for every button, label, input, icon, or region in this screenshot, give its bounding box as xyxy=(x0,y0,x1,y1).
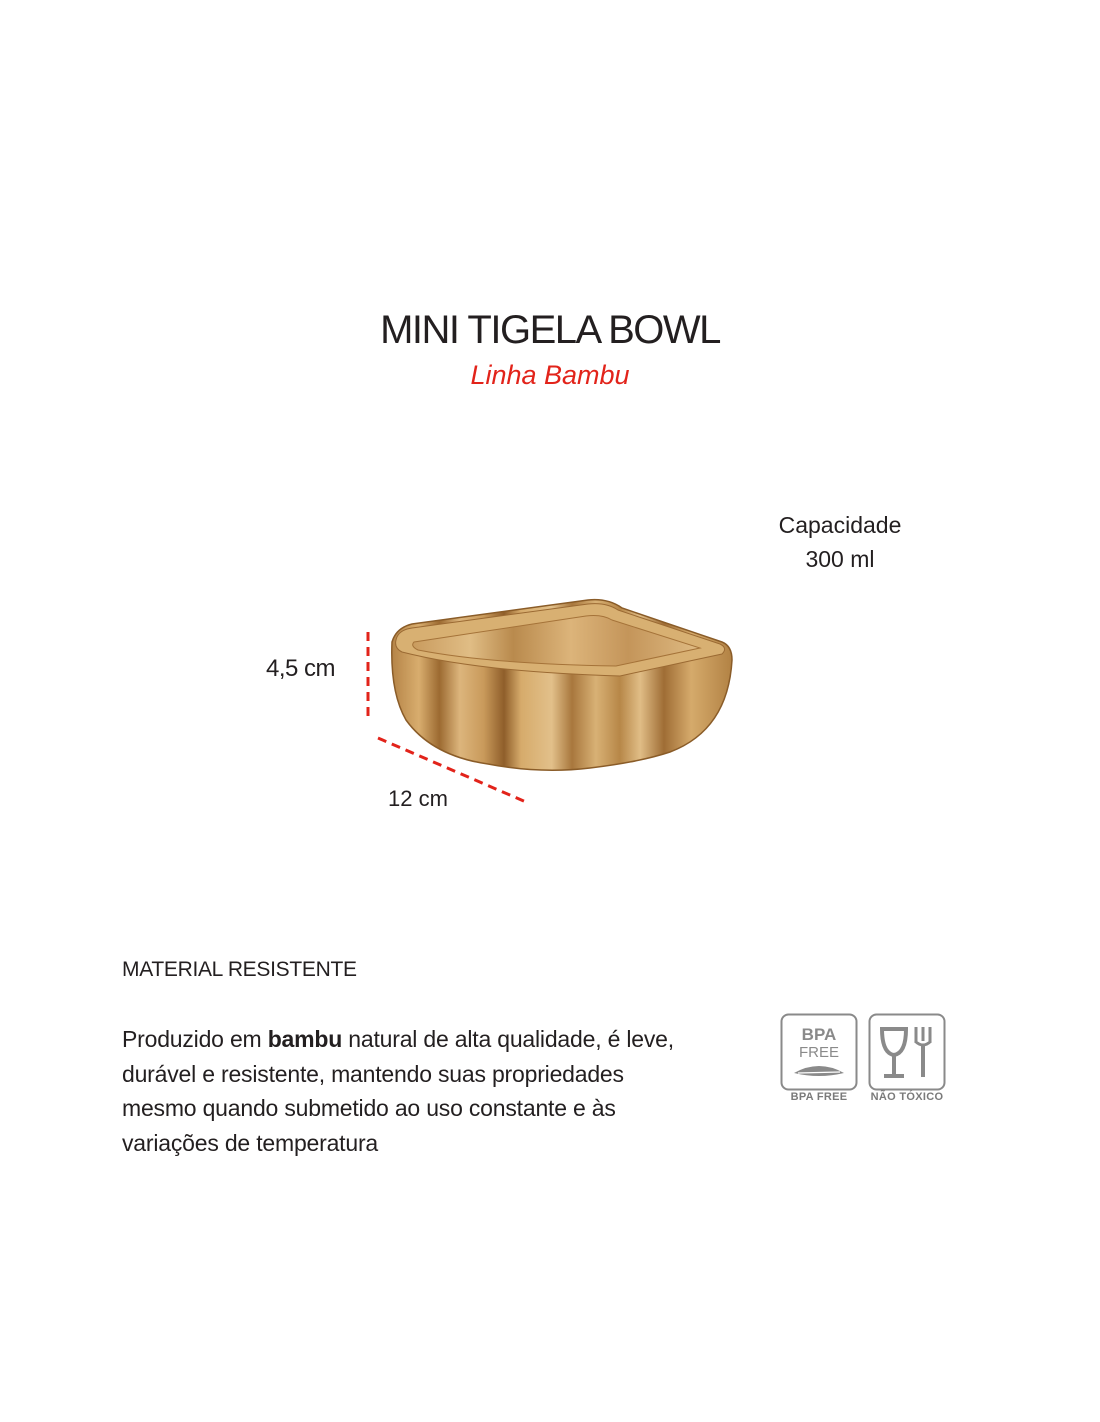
material-heading: MATERIAL RESISTENTE xyxy=(122,958,357,981)
capacity-label: Capacidade xyxy=(778,512,902,538)
product-title: MINI TIGELA BOWL xyxy=(380,308,720,352)
material-description xyxy=(122,1022,682,1160)
bpa-icon-line1: BPA xyxy=(801,1025,837,1044)
width-dimension: 12 cm xyxy=(388,786,448,811)
height-dimension: 4,5 cm xyxy=(266,655,336,682)
food-safe-icon xyxy=(868,1013,946,1091)
desc-prefix: Produzido em xyxy=(122,1026,268,1052)
bpa-free-icon xyxy=(780,1013,858,1091)
bpa-free-caption: BPA FREE xyxy=(790,1091,848,1103)
desc-suffix: natural de alta qualidade, é leve, durável e resistente, mantendo suas propriedades mesmo quando submetido ao uso constante e às variações de temperatura xyxy=(122,1026,674,1156)
non-toxic-caption: NÃO TÓXICO xyxy=(870,1091,944,1103)
bowl-image xyxy=(340,580,760,820)
product-line: Linha Bambu xyxy=(470,360,630,390)
desc-bold: bambu xyxy=(267,1026,343,1052)
bpa-icon-line2: FREE xyxy=(798,1044,840,1061)
capacity-value: 300 ml xyxy=(805,546,875,572)
